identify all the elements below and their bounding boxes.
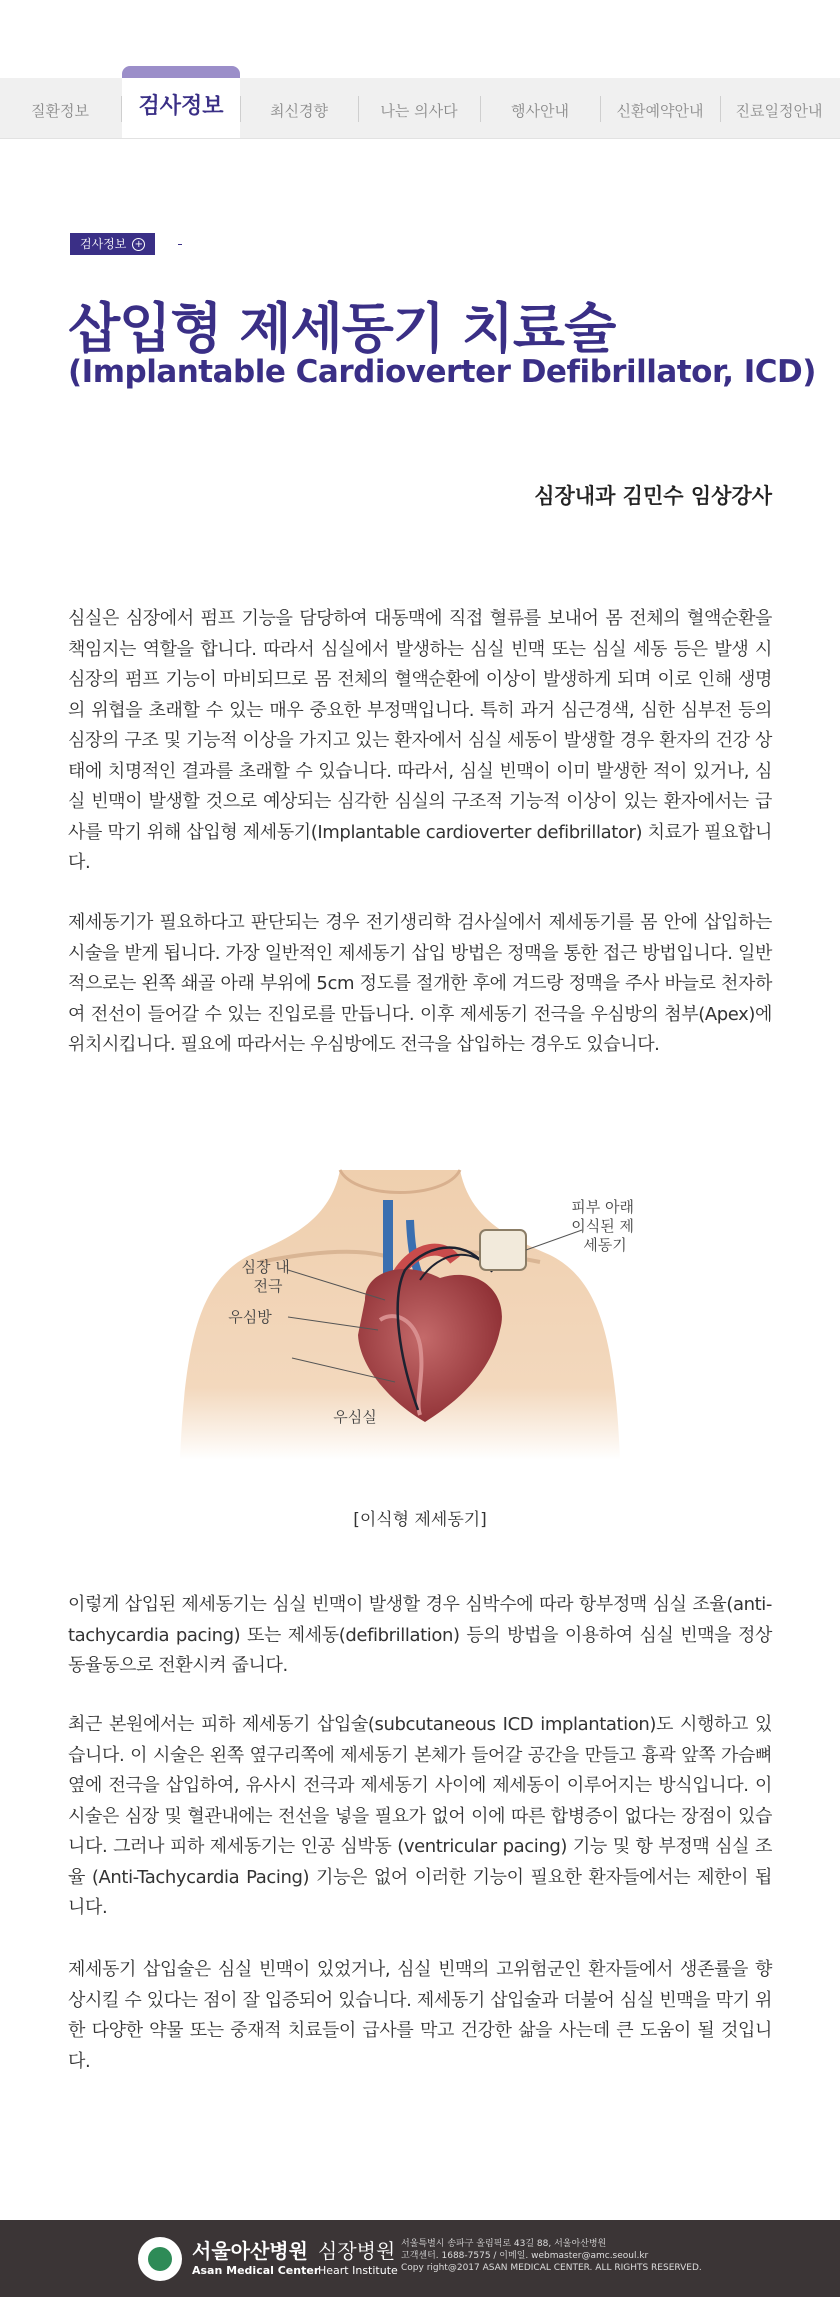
label-right-atrium: 우심방 bbox=[228, 1308, 272, 1326]
figure-caption: [이식형 제세동기] bbox=[353, 1510, 487, 1530]
nav-active-indicator bbox=[122, 66, 240, 78]
nav-item-latest-trends[interactable]: 최신경향 bbox=[270, 102, 328, 120]
nav-item-exam-info[interactable]: 검사정보 bbox=[122, 78, 240, 138]
footer-dept-name-en: Heart Institute bbox=[318, 2264, 398, 2277]
page-subtitle: (Implantable Cardioverter Defibrillator, ICD) bbox=[68, 354, 816, 390]
plus-circle-icon: + bbox=[132, 238, 145, 251]
label-right-ventricle: 우심실 bbox=[333, 1408, 377, 1426]
nav-item-i-am-doctor[interactable]: 나는 의사다 bbox=[380, 102, 458, 120]
body-paragraph: 제세동기 삽입술은 심실 빈맥이 있었거나, 심실 빈맥의 고위험군인 환자들에서 생존률을 향상시킬 수 있다는 점이 잘 입증되어 있습니다. 제세동기 삽입술과 더불어 심실 빈맥을 막기 위한 다양한 약물 또는 중재적 치료들이 급사를 막고 건강한 삶을 사는데 큰 도움이 될 것입니다. bbox=[68, 1959, 772, 2072]
footer bbox=[0, 2220, 840, 2297]
body-paragraph: 이렇게 삽입된 제세동기는 심실 빈맥이 발생할 경우 심박수에 따라 항부정맥 심실 조율(anti-tachycardia pacing) 또는 제세동(defibrillation) 등의 방법을 이용하여 심실 빈맥을 정상 동율동으로 전환시켜 줍니다. bbox=[68, 1594, 772, 1676]
icd-illustration bbox=[180, 1160, 634, 1470]
label-implanted-device: 피부 아래 이식된 제 세동기 bbox=[571, 1198, 634, 1254]
footer-address: 서울특별시 송파구 올림픽로 43길 88, 서울아산병원 bbox=[401, 2239, 607, 2249]
body-paragraph: 심실은 심장에서 펌프 기능을 담당하여 대동맥에 직접 혈류를 보내어 몸 전체의 혈액순환을 책임지는 역할을 합니다. 따라서 심실에서 발생하는 심실 빈맥 또는 심실 세동 등은 발생 시 심장의 펌프 기능이 마비되므로 몸 전체의 혈액순환에 이상이 발생하게 되며 이로 인해 생명의 위협을 초래할 수 있는 매우 중요한 부정맥입니다. 특히 과거 심근경색, 심한 심부전 등의 심장의 구조 및 기능적 이상을 가지고 있는 환자에서 심실 세동이 발생할 경우 환자의 건강 상태에 치명적인 결과를 초래할 수 있습니다. 따라서, 심실 빈맥이 이미 발생한 적이 있거나, 심실 빈맥이 발생할 것으로 예상되는 심각한 심실의 구조적 기능적 이상이 있는 환자에서는 급사를 막기 위해 삽입형 제세동기(Implantable cardioverter defibrillator) 치료가 필요합니다. bbox=[68, 608, 772, 873]
badge-divider bbox=[178, 244, 182, 245]
label-lead: 심장 내 전극 bbox=[241, 1258, 290, 1295]
nav-item-schedule[interactable]: 진료일정안내 bbox=[735, 102, 823, 120]
footer-contact: 고객센터. 1688-7575 / 이메일. webmaster@amc.seoul.kr bbox=[401, 2251, 649, 2261]
page-title: 삽입형 제세동기 치료술 bbox=[68, 297, 616, 360]
body-paragraph: 최근 본원에서는 피하 제세동기 삽입술(subcutaneous ICD implantation)도 시행하고 있습니다. 이 시술은 왼쪽 옆구리쪽에 제세동기 본체가 들어갈 공간을 만들고 흉곽 앞쪽 가슴뼈 옆에 전극을 삽입하여, 유사시 전극과 제세동기 사이에 제세동이 이루어지는 방식입니다. 이 시술은 심장 및 혈관내에는 전선을 넣을 필요가 없어 이에 따른 합병증이 없다는 장점이 있습니다. 그러나 피하 제세동기는 인공 심박동 (ventricular pacing) 기능 및 항 부정맥 심실 조율 (Anti-Tachycardia Pacing) 기능은 없어 이러한 기능이 필요한 환자들에서는 제한이 됩니다. bbox=[68, 1714, 772, 1918]
footer-hospital-name-en: Asan Medical Center bbox=[192, 2264, 320, 2277]
nav-item-new-patient-booking[interactable]: 신환예약안내 bbox=[616, 102, 704, 120]
category-badge bbox=[70, 233, 155, 255]
chest-heart-device-drawing bbox=[180, 1160, 634, 1470]
author-line: 심장내과 김민수 임상강사 bbox=[534, 484, 772, 508]
body-paragraph: 제세동기가 필요하다고 판단되는 경우 전기생리학 검사실에서 제세동기를 몸 안에 삽입하는 시술을 받게 됩니다. 가장 일반적인 제세동기 삽입 방법은 정맥을 통한 접근 방법입니다. 일반적으로는 왼쪽 쇄골 아래 부위에 5cm 정도를 절개한 후에 겨드랑 정맥을 주사 바늘로 천자하여 전선이 들어갈 수 있는 진입로를 만듭니다. 이후 제세동기 전극을 우심방의 첨부(Apex)에 위치시킵니다. 필요에 따라서는 우심방에도 전극을 삽입하는 경우도 있습니다. bbox=[68, 912, 772, 1055]
nav-item-events[interactable]: 행사안내 bbox=[511, 102, 569, 120]
footer-hospital-name: 서울아산병원 bbox=[192, 2239, 308, 2263]
footer-dept-name: 심장병원 bbox=[318, 2239, 396, 2263]
nav-item-disease-info[interactable]: 질환정보 bbox=[31, 102, 89, 120]
category-badge-label: 검사정보 bbox=[80, 237, 127, 251]
footer-address-block bbox=[401, 2238, 702, 2274]
hospital-logo-icon bbox=[138, 2237, 182, 2281]
footer-copyright: Copy right@2017 ASAN MEDICAL CENTER. ALL RIGHTS RESERVED. bbox=[401, 2263, 702, 2273]
